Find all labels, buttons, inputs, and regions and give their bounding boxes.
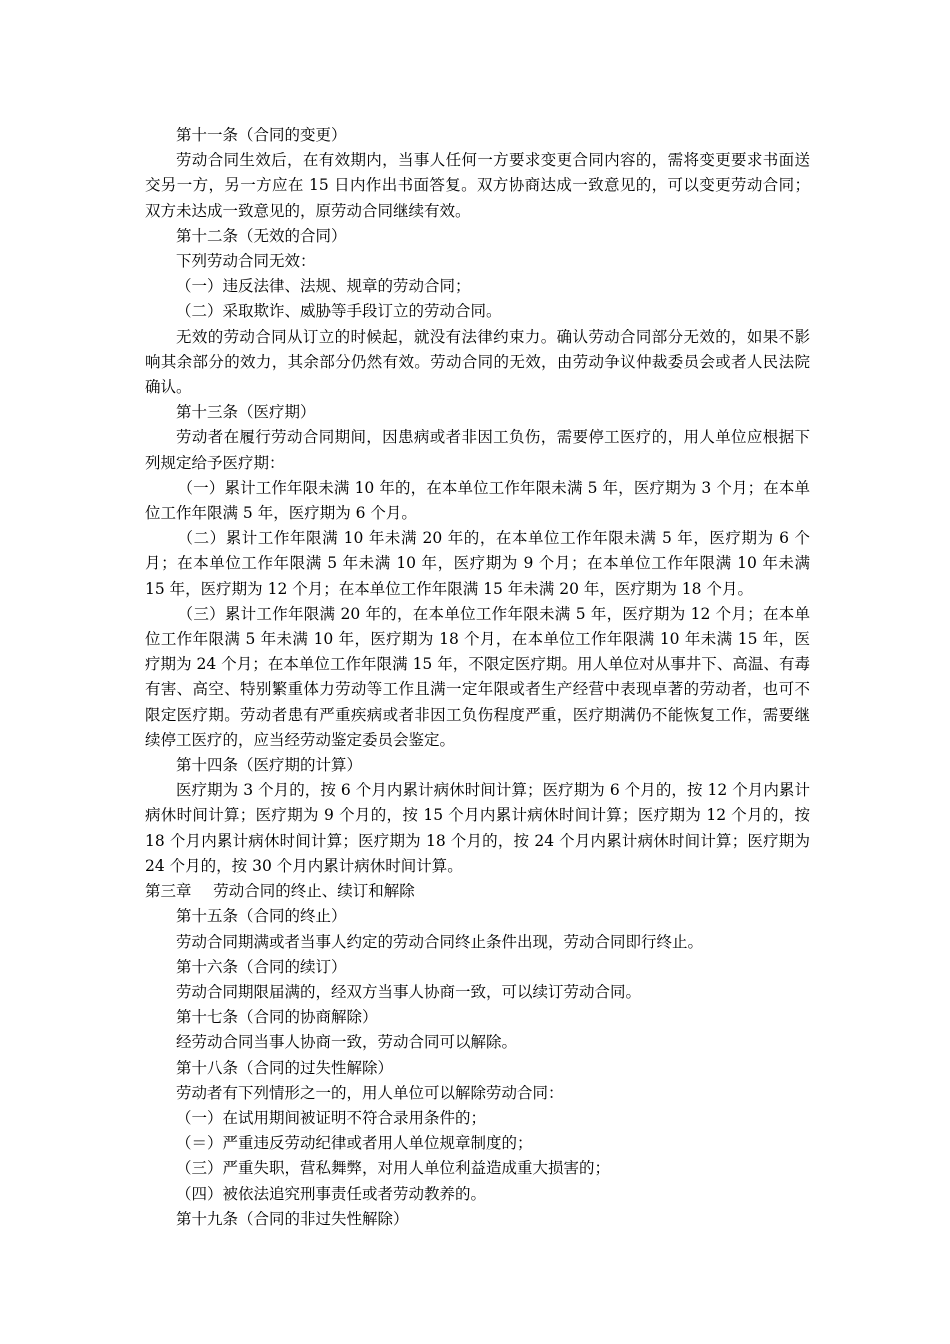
chapter-3-heading [145, 879, 810, 904]
article-13-item-3: （三）累计工作年限满 20 年的，在本单位工作年限未满 5 年，医疗期为 12 个月；在本单位工作年限满 5 年未满 10 年，医疗期为 18 个月，在本单位工作年限满 10 年未满 15 年，医疗期为 24 个月；在本单位工作年限满 15 年，不限定医疗期。用人单位对从事井下、高温、有毒有害、高空、特别繁重体力劳动等工作且满一定年限或者生产经营中表现卓著的劳动者，也可不限定医疗期。劳动者患有严重疾病或者非因工负伤程度严重，医疗期满仍不能恢复工作，需要继续停工医疗的，应当经劳动鉴定委员会鉴定。 [145, 604, 810, 749]
article-18-item-4: （四）被依法追究刑事责任或者劳动教养的。 [176, 1184, 487, 1203]
chapter-3-label: 第三章 [145, 882, 192, 901]
article-18-item-1: （一）在试用期间被证明不符合录用条件的； [176, 1108, 487, 1127]
chapter-3-title: 劳动合同的终止、续订和解除 [213, 882, 415, 901]
article-14-heading: 第十四条（医疗期的计算） [176, 756, 363, 775]
article-17-heading: 第十七条（合同的协商解除） [176, 1008, 378, 1027]
article-11-body: 劳动合同生效后，在有效期内，当事人任何一方要求变更合同内容的，需将变更要求书面送交另一方，另一方应在 15 日内作出书面答复。双方协商达成一致意见的，可以变更劳动合同；双方未达成一致意见的，原劳动合同继续有效。 [145, 151, 810, 220]
article-17-body: 经劳动合同当事人协商一致，劳动合同可以解除。 [176, 1033, 518, 1052]
article-18-item-2: （＝）严重违反劳动纪律或者用人单位规章制度的； [176, 1134, 533, 1153]
article-11-heading: 第十一条（合同的变更） [176, 126, 347, 144]
article-16-body: 劳动合同期限届满的，经双方当事人协商一致，可以续订劳动合同。 [176, 982, 642, 1001]
article-13-heading: 第十三条（医疗期） [176, 403, 316, 422]
article-19-heading: 第十九条（合同的非过失性解除） [176, 1209, 409, 1228]
article-18-heading: 第十八条（合同的过失性解除） [176, 1058, 394, 1077]
article-15-heading: 第十五条（合同的终止） [176, 907, 347, 926]
article-12-body: 无效的劳动合同从订立的时候起，就没有法律约束力。确认劳动合同部分无效的，如果不影响其余部分的效力，其余部分仍然有效。劳动合同的无效，由劳动争议仲裁委员会或者人民法院确认。 [145, 327, 810, 397]
article-16-heading: 第十六条（合同的续订） [176, 957, 347, 976]
article-13-intro: 劳动者在履行劳动合同期间，因患病或者非因工负伤，需要停工医疗的，用人单位应根据下列规定给予医疗期： [145, 428, 810, 472]
article-12-intro: 下列劳动合同无效： [176, 252, 316, 271]
article-13-item-1: （一）累计工作年限未满 10 年的，在本单位工作年限未满 5 年，医疗期为 3 个月；在本单位工作年限满 5 年，医疗期为 6 个月。 [145, 478, 810, 523]
document-body [145, 123, 810, 1232]
article-14-body: 医疗期为 3 个月的，按 6 个月内累计病休时间计算；医疗期为 6 个月的，按 12 个月内累计病休时间计算；医疗期为 9 个月的，按 15 个月内累计病休时间计算；医疗期为 12 个月的，按 18 个月内累计病休时间计算；医疗期为 18 个月的，按 24 个月内累计病休时间计算；医疗期为 24 个月的，按 30 个月内累计病休时间计算。 [145, 781, 810, 875]
article-12-item-1: （一）违反法律、法规、规章的劳动合同； [176, 277, 471, 296]
article-12-heading: 第十二条（无效的合同） [176, 226, 347, 245]
article-18-intro: 劳动者有下列情形之一的，用人单位可以解除劳动合同： [176, 1083, 564, 1102]
article-13-item-2: （二）累计工作年限满 10 年未满 20 年的，在本单位工作年限未满 5 年，医疗期为 6 个月；在本单位工作年限满 5 年未满 10 年，医疗期为 9 个月；在本单位工作年限满 10 年未满 15 年，医疗期为 12 个月；在本单位工作年限满 15 年未满 20 年，医疗期为 18 个月。 [145, 529, 810, 598]
article-15-body: 劳动合同期满或者当事人约定的劳动合同终止条件出现，劳动合同即行终止。 [176, 932, 704, 951]
article-12-item-2: （二）采取欺诈、威胁等手段订立的劳动合同。 [176, 302, 502, 321]
article-18-item-3: （三）严重失职，营私舞弊，对用人单位利益造成重大损害的； [176, 1159, 611, 1178]
